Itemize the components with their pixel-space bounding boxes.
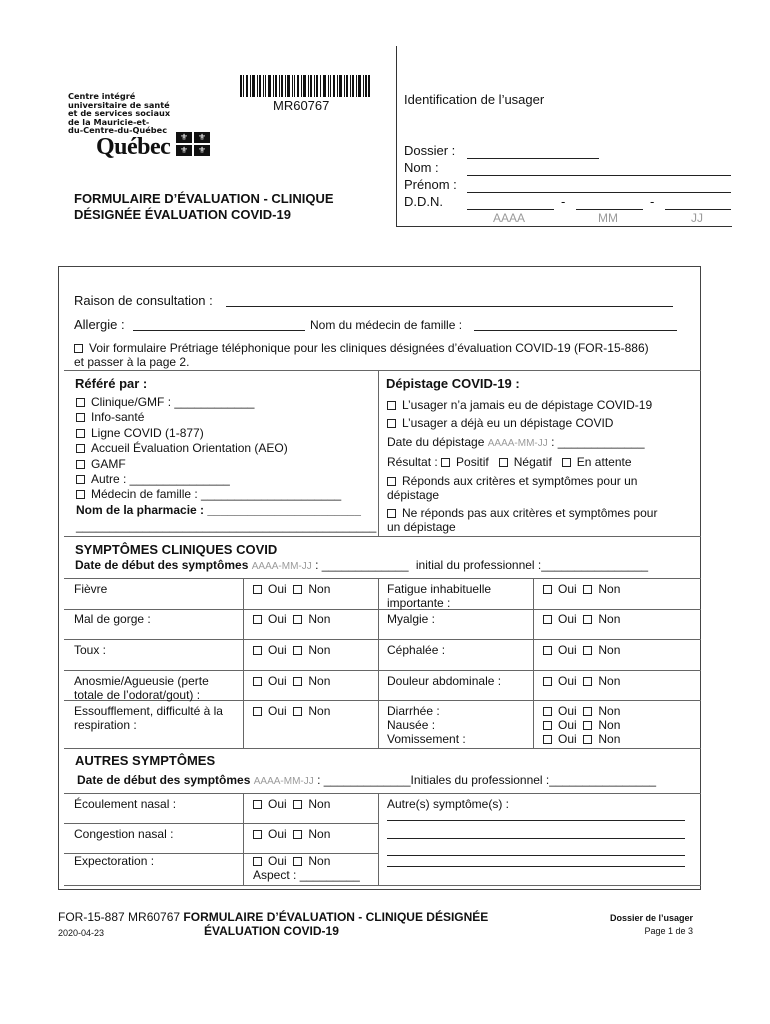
nom-field[interactable] [467, 175, 731, 176]
nerepond-checkbox[interactable] [387, 509, 396, 518]
footer-code: FOR-15-887 MR60767 [58, 910, 181, 924]
oui-checkbox[interactable] [253, 857, 262, 866]
org-line: de la Mauricie-et- [68, 116, 150, 127]
ddn-label: D.D.N. [404, 194, 443, 209]
footer-title: ÉVALUATION COVID-19 [204, 924, 339, 938]
nausee-label: Nausée : [387, 718, 436, 732]
ecoulement-label: Écoulement nasal : [74, 797, 177, 811]
pharmacie-label: Nom de la pharmacie : _______________________ [76, 502, 361, 517]
ddn-dash: - [561, 194, 566, 209]
non-checkbox[interactable] [293, 677, 302, 686]
symptomes-title: SYMPTÔMES CLINIQUES COVID [75, 542, 278, 557]
non-checkbox[interactable] [293, 857, 302, 866]
oui-checkbox[interactable] [253, 707, 262, 716]
org-line: Centre intégré [68, 91, 136, 101]
ddn-year-field[interactable] [467, 209, 554, 210]
refere-list [76, 395, 376, 535]
raison-label: Raison de consultation : [74, 293, 213, 308]
symptomes-date-label: Date de début des symptômes [75, 558, 249, 572]
footer-title: FORMULAIRE D’ÉVALUATION - CLINIQUE DÉSIGNÉE [183, 910, 489, 924]
autres-symptomes-line[interactable] [387, 866, 685, 867]
org-line: et de services sociaux [68, 108, 171, 119]
fatigue-label: Fatigue inhabituelle importante : [387, 582, 492, 610]
footer-right [610, 913, 693, 936]
jamais-label: L’usager n’a jamais eu de dépistage COVID-19 [402, 398, 653, 412]
voir-line: et passer à la page 2. [74, 355, 190, 369]
autres-initial-field[interactable]: Initiales du professionnel :________________ [410, 773, 657, 787]
date-format-hint: AAAA-MM-JJ [251, 561, 312, 572]
positif-label: Positif [456, 455, 489, 470]
refere-title: Référé par : [75, 376, 148, 391]
voir-formulaire-checkbox[interactable] [74, 344, 83, 353]
oui-checkbox[interactable] [543, 615, 552, 624]
org-line: du-Centre-du-Québec [68, 125, 168, 136]
refere-item: GAMF [76, 457, 376, 472]
jamais-checkbox[interactable] [387, 401, 396, 410]
toux-oui-non: Oui Non [253, 643, 330, 657]
ddn-dash: - [650, 194, 655, 209]
oui-checkbox[interactable] [253, 646, 262, 655]
barcode-number: MR60767 [273, 98, 330, 113]
oui-checkbox[interactable] [253, 830, 262, 839]
medecin-field[interactable] [474, 330, 677, 331]
essoufflement-label: Essoufflement, difficulté à la respiration : [74, 704, 223, 732]
autres-date-field[interactable]: : _____________ [317, 773, 411, 787]
form-title [74, 191, 334, 223]
toux-label: Toux : [74, 643, 107, 657]
positif-checkbox[interactable] [441, 458, 450, 467]
myalgie-oui-non: Oui Non [543, 612, 620, 626]
date-depistage-label: Date du dépistage [387, 434, 485, 449]
autres-symptomes-line[interactable] [387, 855, 685, 856]
vomissement-label: Vomissement : [387, 732, 466, 746]
date-format-hint: AAAA-MM-JJ [487, 437, 548, 449]
quebec-logo: Québec [96, 134, 171, 160]
douleur-oui-non: Oui Non [543, 674, 620, 688]
raison-field[interactable] [226, 306, 673, 307]
footer-left [58, 910, 488, 939]
refere-item: Autre : _______________ [76, 472, 376, 487]
autres-symptomes-line[interactable] [387, 820, 685, 821]
refere-checkbox[interactable] [76, 490, 85, 499]
fievre-label: Fièvre [74, 582, 108, 596]
oui-checkbox[interactable] [253, 677, 262, 686]
refere-checkbox[interactable] [76, 398, 85, 407]
fievre-oui-non: Oui Non [253, 582, 330, 596]
page-number: Page 1 de 3 [644, 926, 693, 936]
douleur-abdominale-label: Douleur abdominale : [387, 674, 502, 688]
digestif-oui-non: Oui Non Oui Non Oui Non [543, 704, 620, 746]
non-checkbox[interactable] [583, 615, 592, 624]
symptomes-date-field[interactable]: : _____________ [315, 558, 409, 572]
myalgie-label: Myalgie : [387, 612, 436, 626]
date-format-hint: AAAA-MM-JJ [253, 776, 314, 787]
pharmacie-line[interactable]: _____________________________________________ [76, 519, 377, 534]
anosmie-label: Anosmie/Agueusie (perte totale de l’odorat/gout) : [74, 674, 209, 702]
non-checkbox[interactable] [583, 735, 592, 744]
form-title-line: DÉSIGNÉE ÉVALUATION COVID-19 [74, 207, 291, 222]
ddn-year-hint: AAAA [493, 211, 526, 225]
diarrhee-label: Diarrhée : [387, 704, 440, 718]
org-line: universitaire de santé [68, 99, 170, 110]
symptomes-initial-field[interactable]: initial du professionnel :________________ [415, 558, 649, 572]
nom-label: Nom : [404, 160, 439, 175]
oui-checkbox[interactable] [253, 615, 262, 624]
voir-line: Voir formulaire Prétriage téléphonique pour les cliniques désignées d’évaluation COVID-19 (FOR-15-886) [89, 341, 649, 355]
non-checkbox[interactable] [293, 830, 302, 839]
prenom-field[interactable] [467, 192, 731, 193]
ddn-month-field[interactable] [576, 209, 643, 210]
non-checkbox[interactable] [583, 646, 592, 655]
identification-title: Identification de l’usager [404, 92, 545, 107]
autres-date-label: Date de début des symptômes [77, 773, 251, 787]
refere-checkbox[interactable] [76, 429, 85, 438]
refere-checkbox[interactable] [76, 444, 85, 453]
resultat-label: Résultat : [387, 455, 438, 470]
non-checkbox[interactable] [293, 707, 302, 716]
refere-item: Accueil Évaluation Orientation (AEO) [76, 441, 376, 456]
refere-item: Ligne COVID (1-877) [76, 426, 376, 441]
symptomes-date-row [75, 558, 648, 572]
oui-checkbox[interactable] [543, 721, 552, 730]
form-title-line: FORMULAIRE D’ÉVALUATION - CLINIQUE [74, 191, 334, 206]
attente-checkbox[interactable] [562, 458, 571, 467]
refere-checkbox[interactable] [76, 460, 85, 469]
negatif-label: Négatif [513, 455, 552, 470]
fatigue-oui-non: Oui Non [543, 582, 620, 596]
depistage-section: L’usager n’a jamais eu de dépistage COVID-19 L’usager a déjà eu un dépistage COVID Date du dépistage AAAA-MM-JJ : _____________ Résultat : Positif Négatif En attente Réponds aux critères et symptômes pour un dépistage Ne réponds pas aux critères et symptômes pour un dépistage [387, 398, 658, 534]
autres-title: AUTRES SYMPTÔMES [75, 753, 216, 768]
digestif-labels [387, 704, 466, 746]
oui-checkbox[interactable] [253, 585, 262, 594]
allergie-field[interactable] [133, 330, 305, 331]
refere-checkbox[interactable] [76, 475, 85, 484]
deja-label: L’usager a déjà eu un dépistage COVID [402, 416, 614, 431]
refere-item: Clinique/GMF : ____________ [76, 395, 376, 410]
deja-checkbox[interactable] [387, 419, 396, 428]
oui-checkbox[interactable] [543, 707, 552, 716]
expectoration-oui-non: Oui Non Aspect : _________ [253, 854, 360, 882]
prenom-label: Prénom : [404, 177, 457, 192]
non-checkbox[interactable] [583, 677, 592, 686]
medecin-label: Nom du médecin de famille : [310, 318, 463, 332]
footer-dossier: Dossier de l’usager [609, 913, 693, 923]
oui-checkbox[interactable] [253, 800, 262, 809]
cephalee-oui-non: Oui Non [543, 643, 620, 657]
non-checkbox[interactable] [293, 615, 302, 624]
voir-formulaire-note [74, 341, 649, 369]
non-checkbox[interactable] [293, 646, 302, 655]
oui-checkbox[interactable] [543, 677, 552, 686]
dossier-label: Dossier : [404, 143, 456, 158]
expectoration-label: Expectoration : [74, 854, 155, 868]
dossier-field[interactable] [467, 158, 599, 159]
barcode-icon [240, 75, 370, 97]
attente-label: En attente [576, 455, 632, 470]
allergie-label: Allergie : [74, 317, 125, 332]
non-checkbox[interactable] [293, 585, 302, 594]
cephalee-label: Céphalée : [387, 643, 446, 657]
date-depistage-field[interactable]: : _____________ [551, 434, 645, 449]
ddn-month-hint: MM [598, 211, 618, 225]
anosmie-oui-non: Oui Non [253, 674, 330, 688]
refere-checkbox[interactable] [76, 413, 85, 422]
non-checkbox[interactable] [583, 707, 592, 716]
oui-checkbox[interactable] [543, 646, 552, 655]
ddn-day-hint: JJ [691, 211, 703, 225]
nerepond-label: Ne réponds pas aux critères et symptômes pour [402, 505, 658, 520]
non-checkbox[interactable] [293, 800, 302, 809]
ecoulement-oui-non: Oui Non [253, 797, 330, 811]
ddn-day-field[interactable] [665, 209, 731, 210]
non-checkbox[interactable] [583, 721, 592, 730]
fleur-de-lys-flag-icon: ⚜ ⚜ ⚜ ⚜ [176, 132, 210, 156]
congestion-oui-non: Oui Non [253, 827, 330, 841]
negatif-checkbox[interactable] [499, 458, 508, 467]
oui-checkbox[interactable] [543, 735, 552, 744]
essoufflement-oui-non: Oui Non [253, 704, 330, 718]
autres-symptomes-label: Autre(s) symptôme(s) : [387, 797, 510, 811]
refere-item: Médecin de famille : _____________________ [76, 487, 376, 502]
refere-item: Info-santé [76, 410, 376, 425]
organization-name [68, 92, 170, 135]
autres-date-row [77, 773, 656, 787]
congestion-label: Congestion nasal : [74, 827, 174, 841]
footer-date: 2020-04-23 [58, 928, 105, 938]
depistage-title: Dépistage COVID-19 : [386, 376, 520, 391]
mal-de-gorge-label: Mal de gorge : [74, 612, 151, 626]
repond-label: Réponds aux critères et symptômes pour un [402, 473, 638, 488]
repond-checkbox[interactable] [387, 477, 396, 486]
non-checkbox[interactable] [583, 585, 592, 594]
oui-checkbox[interactable] [543, 585, 552, 594]
gorge-oui-non: Oui Non [253, 612, 330, 626]
autres-symptomes-line[interactable] [387, 838, 685, 839]
aspect-field[interactable]: Aspect : _________ [253, 868, 360, 882]
